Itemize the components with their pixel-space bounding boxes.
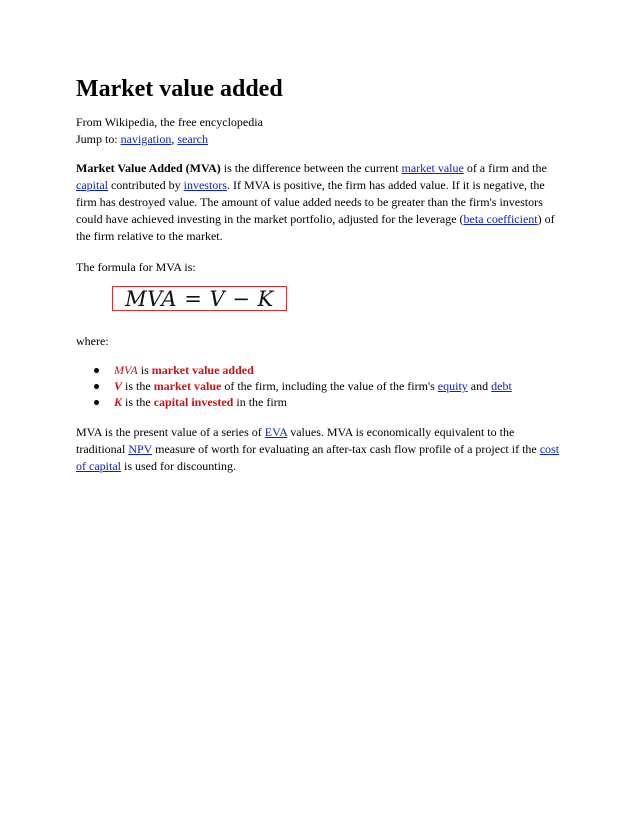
- formula-image: [112, 286, 287, 311]
- capital-link[interactable]: capital: [76, 178, 108, 192]
- npv-link[interactable]: NPV: [128, 442, 153, 456]
- variable-mva: MVA: [114, 363, 138, 377]
- site-subtitle: From Wikipedia, the free encyclopedia: [76, 115, 263, 129]
- definition-term: capital invested: [153, 395, 234, 409]
- definition-text: is the: [122, 395, 154, 409]
- outro-text-3: measure of worth for evaluating an after-tax cash flow profile of a project if the: [152, 442, 540, 456]
- navigation-link[interactable]: navigation: [120, 132, 172, 146]
- intro-text-4: . If MVA is positive, the firm has added value. If it is negative, the firm has destroyed value. The amount of value added needs to be greater than the firm's investors could have achieved investing in the market portfolio, adjusted for the leverage (: [76, 178, 545, 226]
- cost-of-capital-link[interactable]: cost of capital: [76, 442, 560, 473]
- outro-text-4: is used for discounting.: [120, 459, 236, 473]
- definition-rest: in the firm: [233, 395, 288, 409]
- market-value-link[interactable]: market value: [401, 161, 464, 175]
- beta-coefficient-link[interactable]: beta coefficient: [463, 212, 538, 226]
- jump-separator: ,: [171, 132, 178, 146]
- outro-text-1: MVA is the present value of a series of: [76, 425, 265, 439]
- intro-text-5: ) of the firm relative to the market.: [76, 212, 555, 243]
- intro-text-1: is the difference between the current: [220, 161, 402, 175]
- intro-text-2: of a firm and the: [463, 161, 547, 175]
- definition-rest: of the firm, including the value of the firm's: [221, 379, 438, 393]
- definition-and: and: [467, 379, 492, 393]
- formula-lead: The formula for MVA is:: [76, 260, 196, 274]
- definition-list: [76, 362, 566, 410]
- intro-paragraph: [76, 160, 566, 245]
- where-label: where:: [76, 334, 109, 348]
- page-title: Market value added: [76, 76, 283, 102]
- jump-to-line: [76, 131, 566, 148]
- variable-k: K: [114, 395, 123, 409]
- intro-text-3: contributed by: [107, 178, 184, 192]
- definition-text: is the: [122, 379, 154, 393]
- variable-v: V: [114, 379, 123, 393]
- list-item: [114, 362, 566, 378]
- eva-link[interactable]: EVA: [264, 425, 288, 439]
- definition-term: market value added: [151, 363, 254, 377]
- definition-term: market value: [153, 379, 222, 393]
- definition-text: is: [137, 363, 152, 377]
- formula-expression: MVA = V − K: [125, 286, 274, 311]
- outro-paragraph: [76, 424, 566, 475]
- intro-bold-term: Market Value Added (MVA): [76, 161, 221, 175]
- list-item: [114, 378, 566, 394]
- outro-text-2: values. MVA is economically equivalent to the traditional: [76, 425, 515, 456]
- article-content: [76, 74, 566, 475]
- investors-link[interactable]: investors: [183, 178, 227, 192]
- article-meta: [76, 114, 566, 148]
- search-link[interactable]: search: [177, 132, 208, 146]
- equity-link[interactable]: equity: [437, 379, 468, 393]
- jump-to-label: Jump to:: [76, 132, 121, 146]
- list-item: [114, 394, 566, 410]
- debt-link[interactable]: debt: [491, 379, 512, 393]
